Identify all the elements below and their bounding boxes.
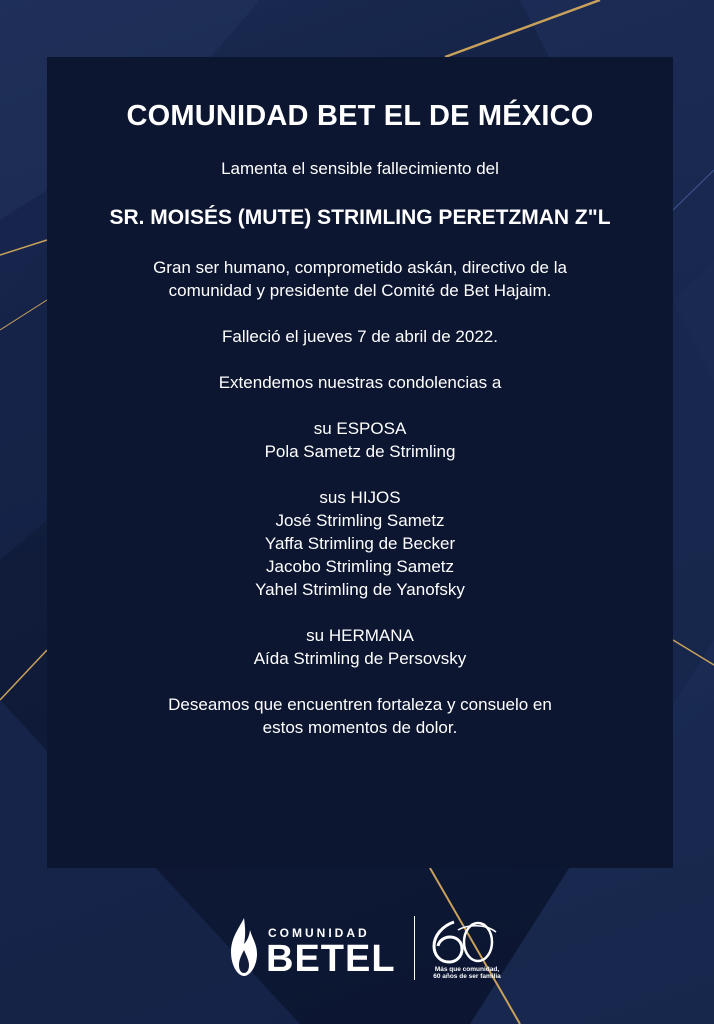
family-group-sister (47, 624, 673, 670)
logo-comunidad-text: COMUNIDAD (268, 926, 370, 940)
description-paragraph (47, 256, 673, 302)
anniversary-tagline-line2: 60 años de ser familia (433, 973, 501, 980)
family-group-label: su HERMANA (306, 626, 414, 645)
announcement-subtitle: Lamenta el sensible fallecimiento del (221, 159, 499, 178)
description-line: comunidad y presidente del Comité de Bet Hajaim. (168, 281, 552, 300)
anniversary-tagline-line1: Más que comunidad, (434, 966, 500, 973)
organization-title: COMUNIDAD BET EL DE MÉXICO (126, 100, 594, 132)
logo-betel-text: BETEL (266, 938, 396, 980)
closing-line: Deseamos que encuentren fortaleza y consuelo en (168, 695, 552, 714)
description-line: Gran ser humano, comprometido askán, directivo de la (153, 258, 567, 277)
family-member-name: Aída Strimling de Persovsky (253, 649, 467, 668)
flame-icon (228, 916, 260, 978)
anniversary-number: 60 (464, 964, 466, 965)
family-group-children (47, 486, 673, 601)
family-group-label: sus HIJOS (319, 488, 401, 507)
closing-line: estos momentos de dolor. (262, 718, 458, 737)
closing-paragraph (47, 693, 673, 739)
family-group-spouse (47, 417, 673, 463)
condolences-intro-paragraph (47, 371, 673, 394)
death-date-paragraph (47, 325, 673, 348)
family-member-name: Yahel Strimling de Yanofsky (255, 580, 465, 599)
logo-divider (414, 916, 415, 980)
condolence-panel (47, 57, 673, 868)
condolences-intro: Extendemos nuestras condolencias a (218, 373, 502, 392)
death-date: Falleció el jueves 7 de abril de 2022. (222, 327, 498, 346)
family-group-label: su ESPOSA (313, 419, 407, 438)
footer-logos (228, 912, 508, 984)
sixty-years-emblem (424, 916, 504, 966)
family-member-name: José Strimling Sametz (275, 511, 445, 530)
family-member-name: Jacobo Strimling Sametz (265, 557, 455, 576)
announcement-body (47, 256, 673, 762)
family-member-name: Pola Sametz de Strimling (264, 442, 456, 461)
deceased-name: SR. MOISÉS (MUTE) STRIMLING PERETZMAN Z"L (109, 206, 611, 229)
family-member-name: Yaffa Strimling de Becker (264, 534, 456, 553)
